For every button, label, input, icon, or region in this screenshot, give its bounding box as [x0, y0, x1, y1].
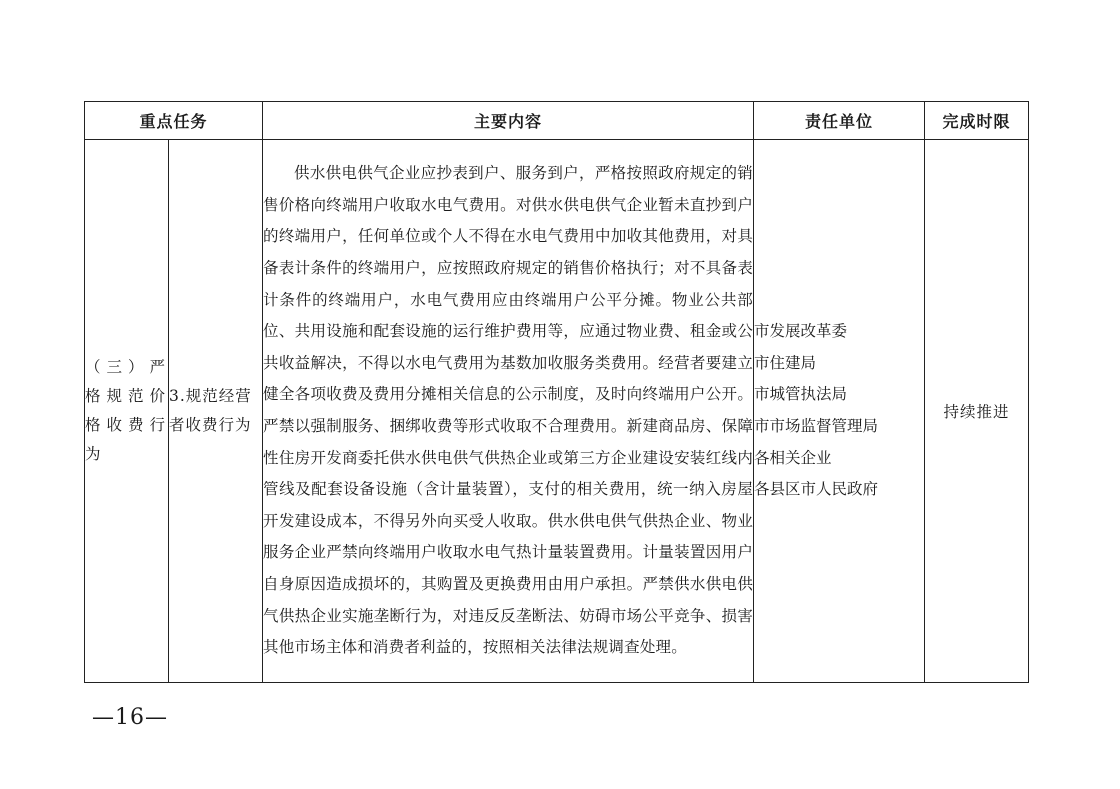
header-responsible-unit: 责任单位 — [754, 102, 925, 140]
task-table — [84, 101, 1029, 683]
unit-item: 各相关企业 — [754, 448, 832, 467]
header-main-content: 主要内容 — [263, 102, 754, 140]
unit-item: 各县区市人民政府 — [754, 480, 879, 499]
sub-task-cell: 3.规范经营者收费行为 — [169, 140, 263, 683]
responsible-unit-cell — [754, 140, 925, 683]
main-task-cell: （三）严格规范价格收费行为 — [85, 140, 169, 683]
unit-item: 市发展改革委 — [754, 322, 848, 341]
unit-item: 市市场监督管理局 — [754, 417, 879, 435]
deadline-cell: 持续推进 — [925, 140, 1029, 683]
main-content-cell — [263, 140, 754, 683]
page-number: —16— — [92, 705, 168, 730]
table-row — [85, 140, 1029, 683]
unit-item: 市城管执法局 — [754, 385, 848, 404]
header-deadline: 完成时限 — [925, 102, 1029, 140]
header-key-task: 重点任务 — [85, 102, 263, 140]
content-paragraph: 供水供电供气企业应抄表到户、服务到户，严格按照政府规定的销售价格向终端用户收取水电气费用。对供水供电供气企业暂未直抄到户的终端用户，任何单位或个人不得在水电气费用中加收其他费用，对具备表计条件的终端用户，应按照政府规定的销售价格执行；对不具备表计条件的终端用户，水电气费用应由终端用户公平分摊。物业公共部位、共用设施和配套设施的运行维护费用等，应通过物业费、租金或公共收益解决，不得以水电气费用为基数加收服务类费用。经营者要建立健全各项收费及费用分摊相关信息的公示制度，及时向终端用户公开。严禁以强制服务、捆绑收费等形式收取不合理费用。新建商品房、保障性住房开发商委托供水供电供气供热企业或第三方企业建设安装红线内管线及配套设备设施（含计量装置），支付的相关费用，统一纳入房屋开发建设成本，不得另外向买受人收取。供水供电供气供热企业、物业服务企业严禁向终端用户收取水电气热计量装置费用。计量装置因用户自身原因造成损坏的，其购置及更换费用由用户承担。严禁供水供电供气供热企业实施垄断行为，对违反反垄断法、妨碍市场公平竞争、损害其他市场主体和消费者利益的，按照相关法律法规调查处理。 — [263, 164, 754, 657]
unit-item: 市住建局 — [754, 353, 817, 372]
table-header-row — [85, 102, 1029, 140]
